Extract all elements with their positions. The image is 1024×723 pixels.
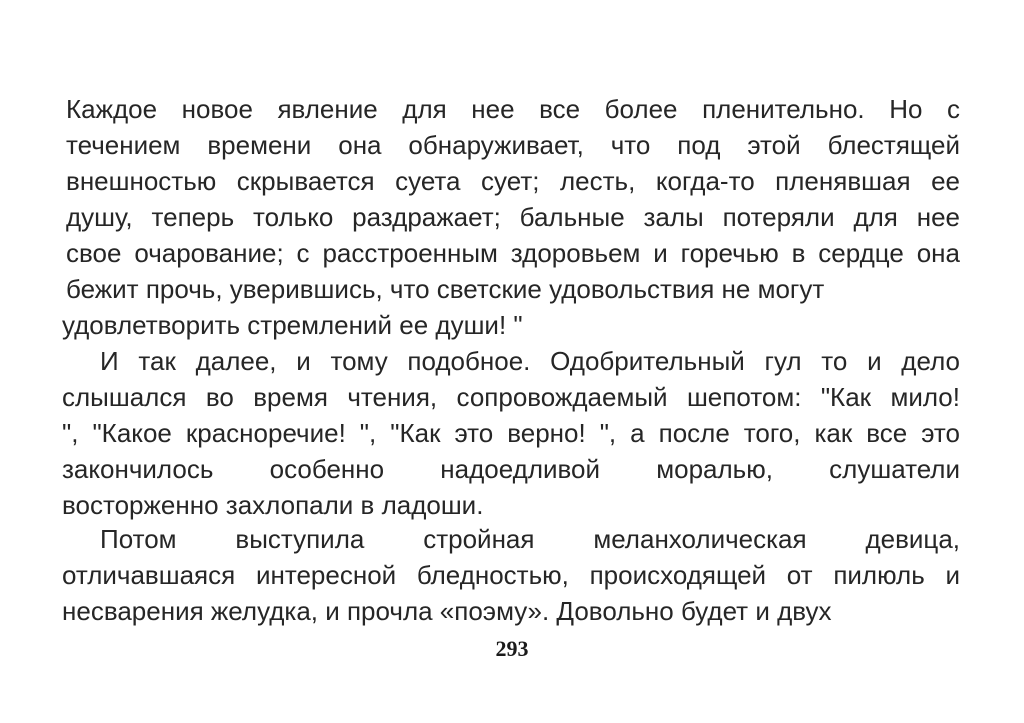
text-line: течением времени она обнаруживает, что под этой блестящей (66, 130, 960, 160)
paragraph-first-line: И так далее, и тому подобное. Одобрительный гул то и дело (100, 346, 960, 376)
text-line: внешностью скрывается суета сует; лесть, когда-то пленявшая ее (66, 166, 960, 196)
text-line: Каждое новое явление для нее все более пленительно. Но с (66, 94, 960, 124)
text-line: отличавшаяся интересной бледностью, происходящей от пилюль и (62, 560, 960, 590)
text-line: свое очарование; с расстроенным здоровьем и горечью в сердце она (66, 238, 960, 268)
text-line: слышался во время чтения, сопровождаемый шепотом: "Как мило! (62, 382, 960, 412)
text-line: закончилось особенно надоедливой моралью, слушатели (62, 454, 960, 484)
text-line: душу, теперь только раздражает; бальные залы потеряли для нее (66, 202, 960, 232)
text-line: несварения желудка, и прочла «поэму». Довольно будет и двух (62, 596, 832, 626)
page-number: 293 (495, 636, 529, 661)
text-line: удовлетворить стремлений ее души! " (62, 310, 523, 340)
text-line: ", "Какое красноречие! ", "Как это верно! ", а после того, как все это (62, 418, 960, 448)
paragraph-first-line: Потом выступила стройная меланхолическая девица, (100, 524, 960, 554)
text-line: бежит прочь, уверившись, что светские удовольствия не могут (66, 274, 825, 304)
text-line: восторженно захлопали в ладоши. (62, 490, 484, 520)
